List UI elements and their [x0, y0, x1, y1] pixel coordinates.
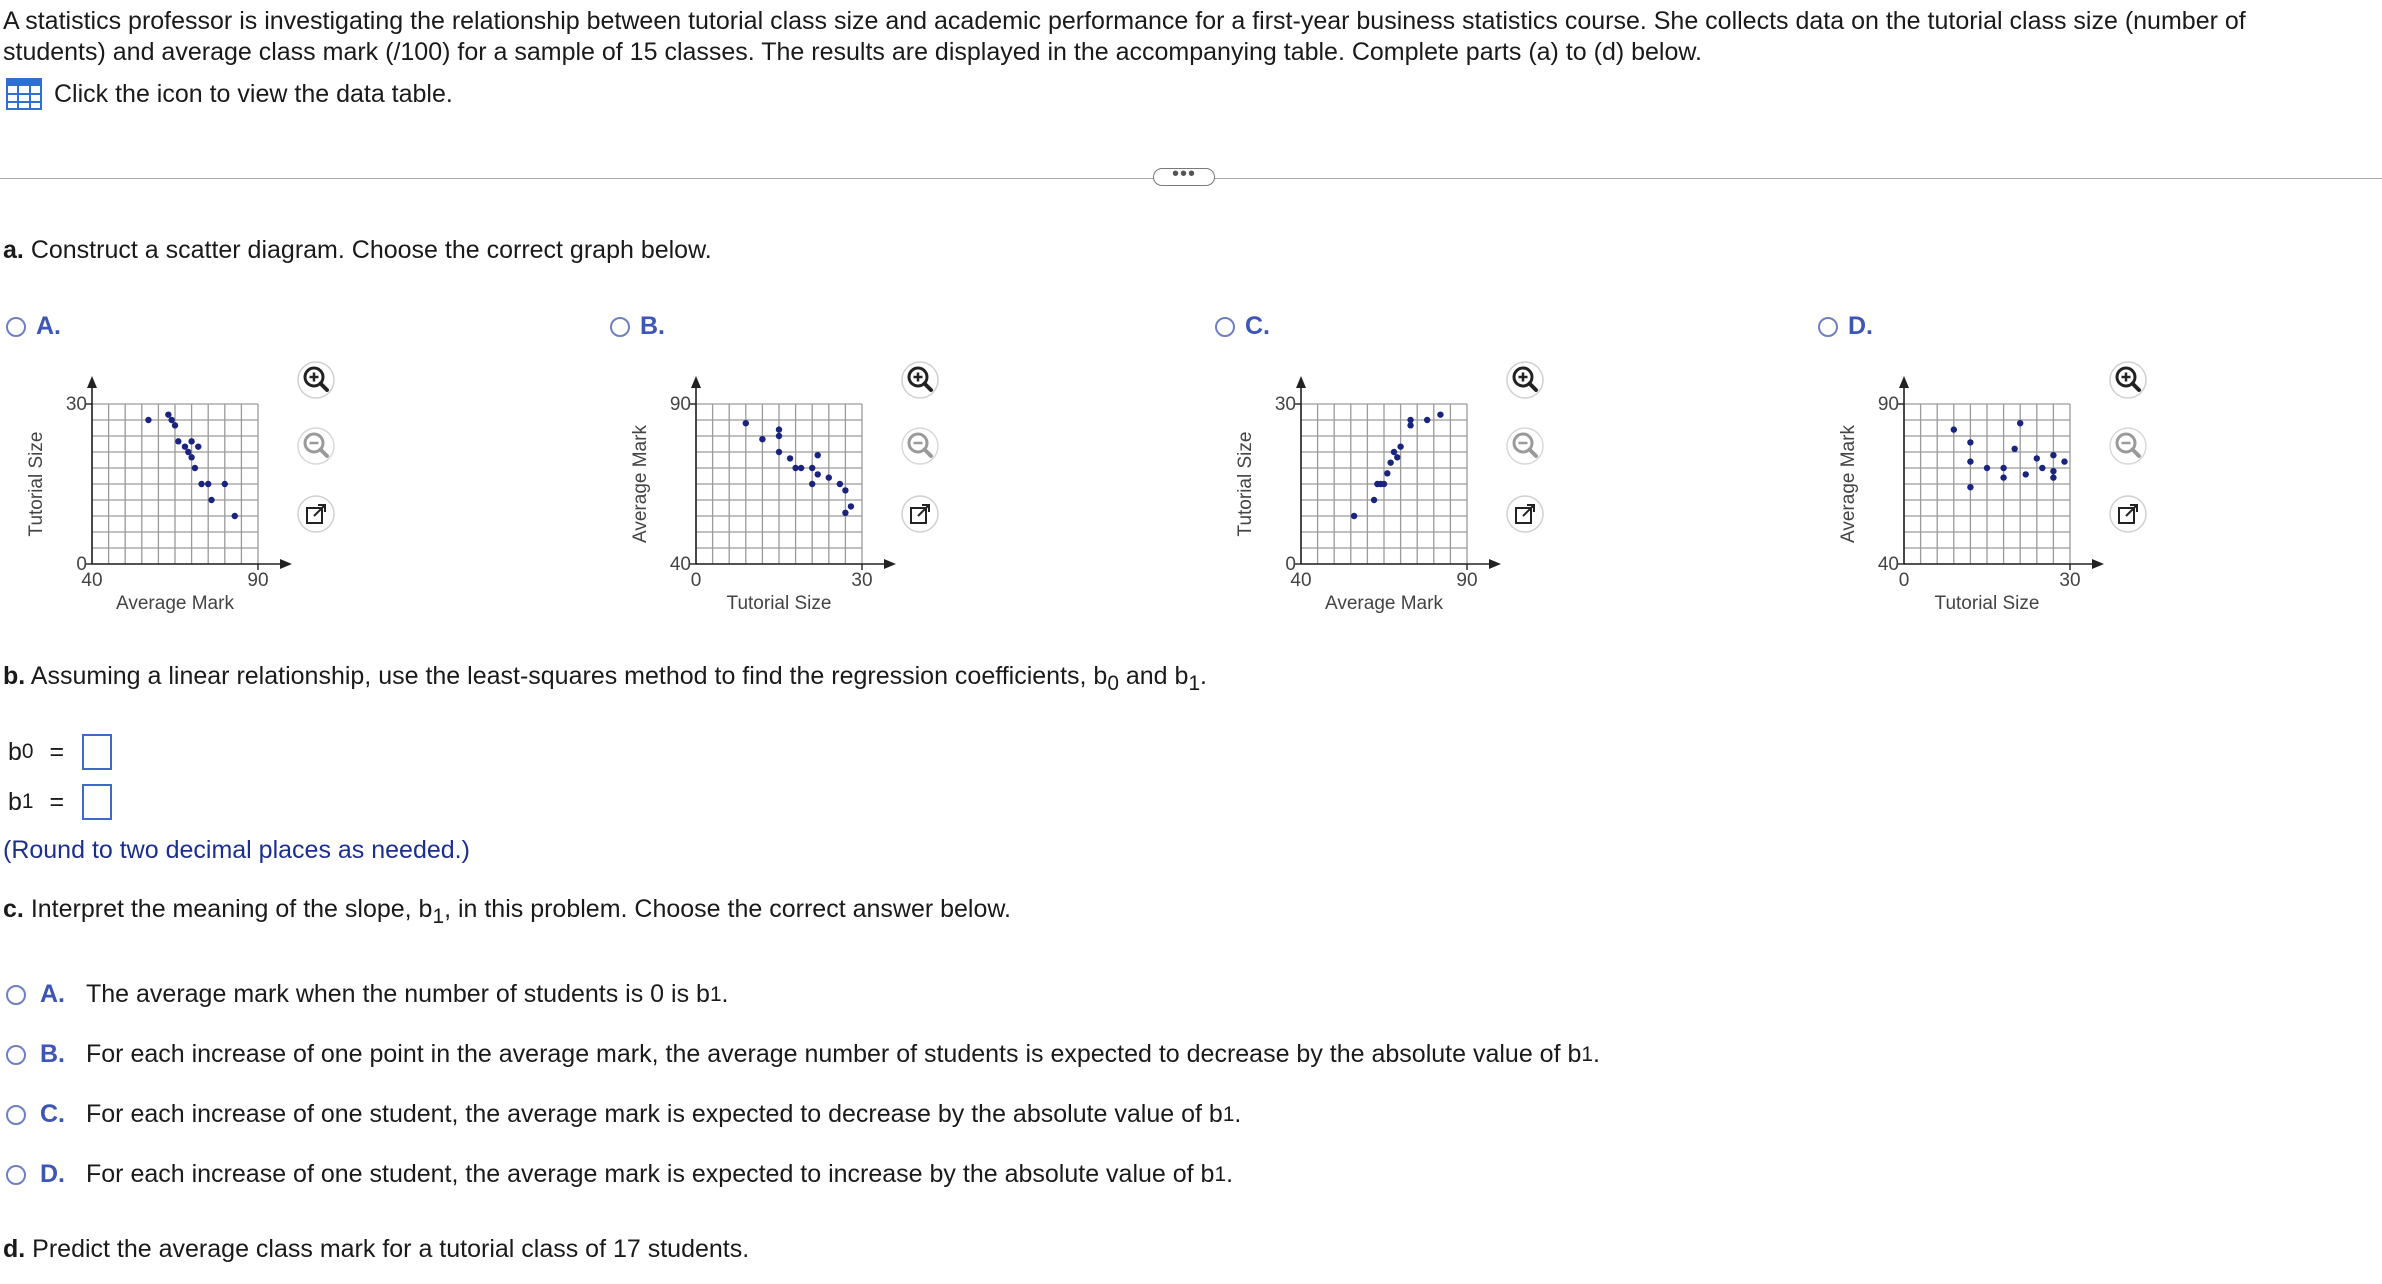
part-b-question: [3, 662, 1207, 696]
b1-sub: 1: [21, 790, 34, 813]
y-tick-label-max: 30: [65, 394, 87, 415]
data-point: [1387, 459, 1393, 465]
data-point: [2017, 420, 2023, 426]
part-c-option-a[interactable]: [6, 980, 729, 1009]
radio-button[interactable]: [1215, 317, 1235, 337]
option-text: For each increase of one student, the average mark is expected to increase by the absolute value of b: [86, 1160, 1215, 1188]
option-text: For each increase of one point in the average mark, the average number of students is expected to decrease by the absolute value of b: [86, 1040, 1582, 1068]
graph-option-header[interactable]: [1818, 312, 1873, 341]
open-external-icon[interactable]: [900, 494, 940, 534]
view-data-table-label[interactable]: Click the icon to view the data table.: [54, 79, 453, 108]
zoom-out-icon[interactable]: [900, 426, 940, 466]
b0-label: b: [8, 737, 22, 766]
table-grid-icon[interactable]: [6, 78, 42, 110]
data-point: [1951, 426, 1957, 432]
data-point: [1381, 481, 1387, 487]
data-point: [208, 497, 214, 503]
data-point: [172, 422, 178, 428]
option-letter: D.: [1848, 312, 1873, 340]
data-point: [1351, 513, 1357, 519]
open-external-icon[interactable]: [2108, 494, 2148, 534]
scatter-plot: [610, 352, 910, 632]
y-axis-arrow: [691, 376, 701, 388]
radio-button[interactable]: [6, 1045, 26, 1065]
data-point: [815, 471, 821, 477]
option-sub: 1: [709, 982, 722, 1006]
b0-equals: =: [49, 737, 65, 766]
zoom-in-icon[interactable]: [2108, 360, 2148, 400]
zoom-out-icon[interactable]: [1505, 426, 1545, 466]
part-a-prefix: a.: [3, 236, 24, 264]
option-letter: B.: [640, 312, 665, 340]
option-end: .: [721, 980, 729, 1008]
y-axis-label: Average Mark: [630, 425, 651, 543]
scatter-plot: [1215, 352, 1515, 632]
data-point: [2000, 465, 2006, 471]
y-tick-label-min: 0: [76, 554, 87, 575]
data-point: [188, 454, 194, 460]
part-c-option-b[interactable]: [6, 1040, 1600, 1069]
y-tick-label-min: 40: [1877, 554, 1899, 575]
data-point: [182, 443, 188, 449]
y-axis-arrow: [1296, 376, 1306, 388]
x-tick-label-min: 0: [690, 570, 702, 591]
data-point: [2061, 458, 2067, 464]
data-point: [232, 513, 238, 519]
x-axis-label: Average Mark: [116, 593, 234, 614]
radio-button[interactable]: [6, 1165, 26, 1185]
graph-option-header[interactable]: [1215, 312, 1270, 341]
data-point: [842, 487, 848, 493]
part-b-mid: and b: [1118, 662, 1189, 690]
data-point: [205, 481, 211, 487]
data-point: [1424, 417, 1430, 423]
scatter-plot: [6, 352, 306, 632]
part-b-sub0: 0: [1107, 672, 1119, 695]
y-axis-arrow: [1899, 376, 1909, 388]
radio-button[interactable]: [6, 317, 26, 337]
data-point: [145, 417, 151, 423]
x-tick-label-max: 90: [1456, 570, 1478, 591]
data-point: [1967, 484, 1973, 490]
data-point: [2050, 452, 2056, 458]
part-b-prefix: b.: [3, 662, 26, 690]
view-data-table-link[interactable]: [6, 78, 453, 110]
data-point: [837, 481, 843, 487]
graph-option-header[interactable]: [610, 312, 665, 341]
data-point: [185, 449, 191, 455]
data-point: [2039, 465, 2045, 471]
part-c-text: Interpret the meaning of the slope, b: [30, 895, 433, 923]
data-point: [787, 455, 793, 461]
part-a-text: Construct a scatter diagram. Choose the correct graph below.: [30, 236, 712, 264]
x-tick-label-max: 30: [2059, 570, 2081, 591]
part-b-text: Assuming a linear relationship, use the least-squares method to find the regression coefficients, b: [30, 662, 1108, 690]
data-point: [809, 465, 815, 471]
b0-answer-input[interactable]: [82, 734, 112, 770]
part-c-prefix: c.: [3, 895, 24, 923]
data-point: [1967, 439, 1973, 445]
data-point: [1371, 497, 1377, 503]
data-point: [2050, 474, 2056, 480]
option-letter: C.: [1245, 312, 1270, 340]
y-tick-label-min: 40: [669, 554, 691, 575]
option-letter: A.: [40, 980, 65, 1008]
b1-row: [8, 784, 112, 820]
data-point: [188, 438, 194, 444]
data-point: [1397, 443, 1403, 449]
option-end: .: [1592, 1040, 1600, 1068]
x-tick-label-min: 40: [81, 570, 103, 591]
x-axis-arrow: [2092, 559, 2104, 569]
data-point: [2034, 455, 2040, 461]
part-c-sub: 1: [432, 905, 445, 928]
x-axis-arrow: [280, 559, 292, 569]
option-end: .: [1234, 1100, 1242, 1128]
data-point: [195, 443, 201, 449]
data-point: [743, 420, 749, 426]
option-letter: D.: [40, 1160, 65, 1188]
data-point: [815, 452, 821, 458]
y-tick-label-max: 90: [1877, 394, 1899, 415]
x-tick-label-max: 90: [247, 570, 269, 591]
data-point: [792, 465, 798, 471]
part-c-question: [3, 895, 1011, 929]
y-tick-label-min: 0: [1285, 554, 1296, 575]
b1-answer-input[interactable]: [82, 784, 112, 820]
graph-option-header[interactable]: [6, 312, 61, 341]
part-c-option-c[interactable]: [6, 1100, 1241, 1129]
zoom-in-icon[interactable]: [900, 360, 940, 400]
data-point: [1984, 465, 1990, 471]
data-point: [776, 426, 782, 432]
data-point: [2023, 471, 2029, 477]
option-letter: C.: [40, 1100, 65, 1128]
data-point: [175, 438, 181, 444]
data-point: [1437, 411, 1443, 417]
data-point: [826, 474, 832, 480]
y-axis-arrow: [87, 376, 97, 388]
open-external-icon[interactable]: [1505, 494, 1545, 534]
b0-row: [8, 734, 112, 770]
option-text: The average mark when the number of students is 0 is b: [86, 980, 710, 1008]
radio-button[interactable]: [1818, 317, 1838, 337]
problem-intro: A statistics professor is investigating the relationship between tutorial class size and academic performance for a first-year business statistics course. She collects data on the tutorial class size (number of students) and average class mark (/100) for a sample of 15 classes. The results are displayed in the accompanying table. Complete parts (a) to (d) below.: [3, 7, 2246, 66]
b1-equals: =: [49, 787, 65, 816]
zoom-in-icon[interactable]: [1505, 360, 1545, 400]
data-point: [848, 503, 854, 509]
data-point: [1407, 417, 1413, 423]
option-sub: 1: [1222, 1102, 1235, 1126]
part-d-text: Predict the average class mark for a tutorial class of 17 students.: [32, 1235, 750, 1263]
y-axis-label: Tutorial Size: [1235, 431, 1256, 537]
b1-label: b: [8, 787, 22, 816]
data-point: [192, 465, 198, 471]
data-point: [2011, 446, 2017, 452]
part-c-end: , in this problem. Choose the correct answer below.: [444, 895, 1012, 923]
y-tick-label-max: 90: [669, 394, 691, 415]
radio-button[interactable]: [610, 317, 630, 337]
data-point: [1391, 449, 1397, 455]
data-point: [198, 481, 204, 487]
y-axis-label: Average Mark: [1838, 425, 1859, 543]
x-tick-label-min: 40: [1290, 570, 1312, 591]
data-point: [168, 417, 174, 423]
radio-button[interactable]: [6, 1105, 26, 1125]
open-external-icon[interactable]: [296, 494, 336, 534]
data-point: [809, 481, 815, 487]
part-d-prefix: d.: [3, 1235, 26, 1263]
option-letter: B.: [40, 1040, 65, 1068]
option-sub: 1: [1214, 1162, 1227, 1186]
zoom-in-icon[interactable]: [296, 360, 336, 400]
x-tick-label-max: 30: [851, 570, 873, 591]
x-axis-label: Tutorial Size: [726, 593, 832, 614]
x-tick-label-min: 0: [1898, 570, 1910, 591]
part-b-sub1: 1: [1188, 672, 1201, 695]
x-axis-label: Average Mark: [1325, 593, 1443, 614]
zoom-out-icon[interactable]: [296, 426, 336, 466]
b0-sub: 0: [21, 740, 34, 763]
data-point: [222, 481, 228, 487]
option-letter: A.: [36, 312, 61, 340]
data-point: [776, 433, 782, 439]
part-a-question: [3, 236, 712, 265]
data-point: [165, 411, 171, 417]
option-end: .: [1226, 1160, 1234, 1188]
data-point: [2050, 468, 2056, 474]
option-sub: 1: [1581, 1042, 1593, 1066]
data-point: [759, 436, 765, 442]
rounding-note: (Round to two decimal places as needed.): [3, 836, 470, 864]
part-b-end: .: [1200, 662, 1207, 690]
part-c-option-d[interactable]: [6, 1160, 1233, 1189]
data-point: [798, 465, 804, 471]
x-axis-arrow: [884, 559, 896, 569]
data-point: [1384, 470, 1390, 476]
part-d-question: [3, 1235, 749, 1264]
data-point: [1967, 458, 1973, 464]
x-axis-label: Tutorial Size: [1934, 593, 2040, 614]
data-point: [1394, 454, 1400, 460]
data-point: [776, 449, 782, 455]
option-text: For each increase of one student, the average mark is expected to decrease by the absolute value of b: [86, 1100, 1223, 1128]
zoom-out-icon[interactable]: [2108, 426, 2148, 466]
more-options-button[interactable]: •••: [1153, 168, 1215, 186]
y-axis-label: Tutorial Size: [26, 431, 47, 537]
x-axis-arrow: [1489, 559, 1501, 569]
scatter-plot: [1818, 352, 2118, 632]
radio-button[interactable]: [6, 985, 26, 1005]
data-point: [2000, 474, 2006, 480]
data-point: [842, 510, 848, 516]
y-tick-label-max: 30: [1274, 394, 1296, 415]
